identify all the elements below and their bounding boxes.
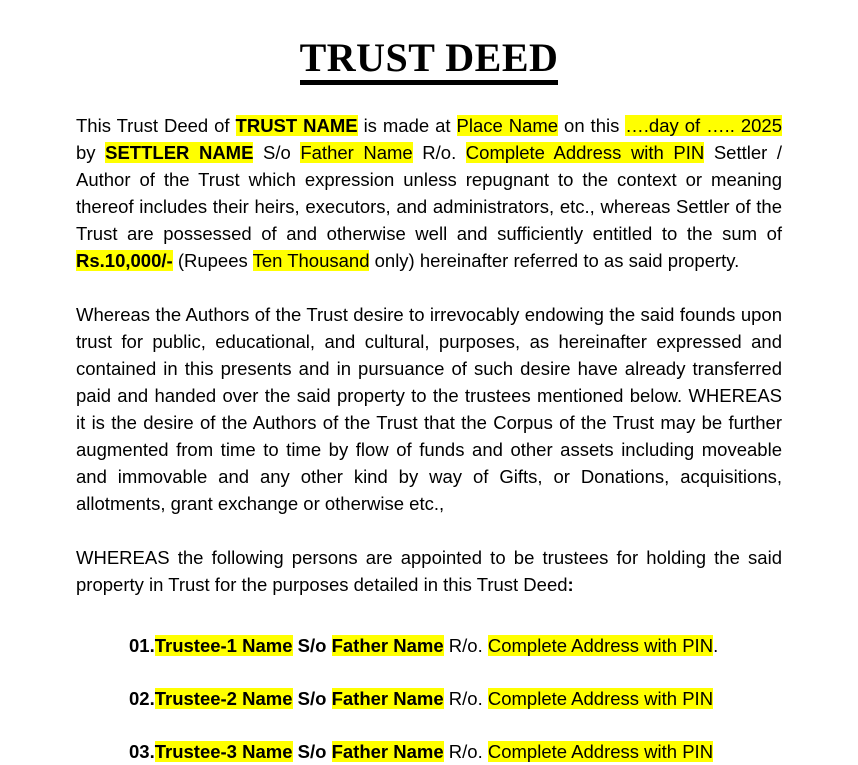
field-corpus-amount-words: Ten Thousand — [252, 250, 370, 271]
p1-seg-8: (Rupees — [172, 250, 253, 271]
trustee-residence-label: R/o. — [448, 635, 483, 656]
p3-colon: : — [567, 574, 574, 595]
trustee-name: Trustee-3 Name — [154, 741, 293, 762]
p1-seg-7: Settler / Author of the Trust which expression unless repugnant to the context or meaning thereof includes their heirs, executors, and administrators, etc., whereas Settler of the Trust are possessed of and otherwise well and sufficiently entitled to the sum of — [76, 142, 782, 244]
p1-seg-3: on this — [558, 115, 626, 136]
trustee-name: Trustee-1 Name — [154, 635, 293, 656]
trustee-number: 01. — [129, 635, 155, 656]
list-item — [76, 632, 782, 659]
paragraph-recital-three — [76, 544, 782, 598]
trustee-address: Complete Address with PIN — [487, 635, 714, 656]
field-settler-name: SETTLER NAME — [105, 142, 254, 163]
trustee-residence-label: R/o. — [448, 741, 483, 762]
field-place-name: Place Name — [456, 115, 559, 136]
p1-seg-1: This Trust Deed of — [76, 115, 236, 136]
page-title — [30, 0, 828, 85]
trustee-father-name: Father Name — [331, 635, 444, 656]
trustee-residence-label: R/o. — [448, 688, 483, 709]
field-date-blank: ….day of ….. 2025 — [625, 115, 782, 136]
field-father-name: Father Name — [300, 142, 413, 163]
trustee-address: Complete Address with PIN — [487, 688, 714, 709]
p3-text: WHEREAS the following persons are appointed to be trustees for holding the said property in Trust for the purposes detailed in this Trust Deed — [76, 547, 782, 595]
p1-seg-9: only) hereinafter referred to as said property. — [369, 250, 740, 271]
trustee-number: 02. — [129, 688, 155, 709]
field-trust-name: TRUST NAME — [235, 115, 358, 136]
trustee-name: Trustee-2 Name — [154, 688, 293, 709]
trustee-father-name: Father Name — [331, 741, 444, 762]
document-body — [76, 112, 782, 765]
field-settler-address: Complete Address with PIN — [465, 142, 705, 163]
paragraph-recital-two: Whereas the Authors of the Trust desire to irrevocably endowing the said founds upon trust for public, educational, and cultural, purposes, as hereinafter expressed and contained in this presents and in pursuance of such desire have already transferred paid and handed over the said property to the trustees mentioned below. WHEREAS it is the desire of the Authors of the Trust that the Corpus of the Trust may be further augmented from time to time by flow of funds and other assets including moveable and immovable and any other kind by way of Gifts, or Donations, acquisitions, allotments, grant exchange or otherwise etc., — [76, 304, 782, 514]
list-item — [76, 685, 782, 712]
trustee-number: 03. — [129, 741, 155, 762]
p1-seg-2: is made at — [357, 115, 457, 136]
trustee-address: Complete Address with PIN — [487, 741, 714, 762]
trustee-relation-label: S/o — [297, 741, 327, 762]
field-corpus-amount: Rs.10,000/- — [76, 250, 173, 271]
p1-seg-4: by — [76, 142, 106, 163]
trustee-relation-label: S/o — [297, 688, 327, 709]
trustee-list — [76, 632, 782, 765]
trustee-trailing-punctuation: . — [713, 635, 719, 656]
page-title-text: TRUST DEED — [300, 38, 559, 85]
p1-seg-6: R/o. — [412, 142, 466, 163]
trustee-father-name: Father Name — [331, 688, 444, 709]
p1-seg-5: S/o — [253, 142, 301, 163]
trustee-relation-label: S/o — [297, 635, 327, 656]
paragraph-recital-one — [76, 112, 782, 274]
